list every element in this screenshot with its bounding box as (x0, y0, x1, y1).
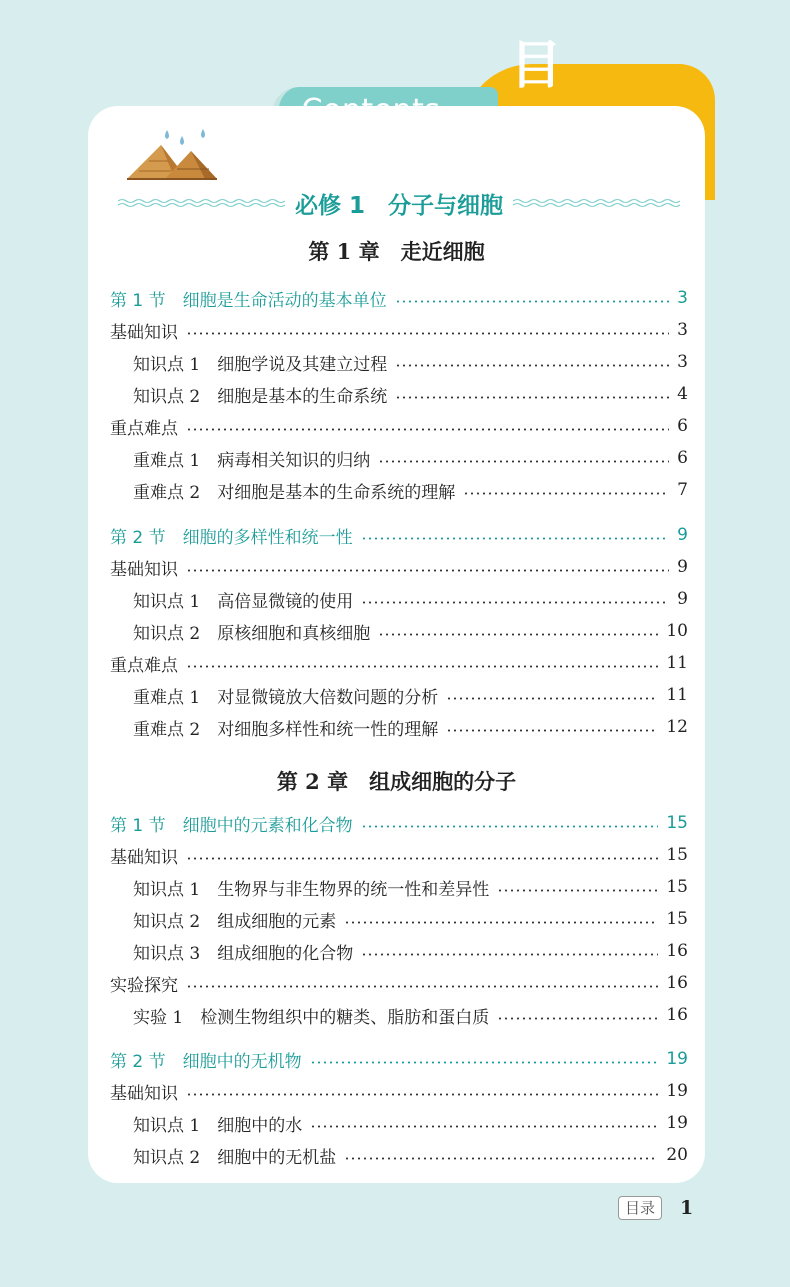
dot-leader (378, 460, 669, 463)
entry-page: 20 (666, 1145, 688, 1165)
entry-page: 12 (666, 717, 688, 737)
entry-page: 16 (666, 973, 688, 993)
entry-page: 9 (677, 525, 688, 545)
dot-leader (186, 857, 658, 860)
entry-label: 知识点 2 组成细胞的元素 (133, 911, 337, 932)
dot-leader (186, 985, 658, 988)
toc-section-entry[interactable] (110, 520, 688, 550)
dot-leader (344, 921, 658, 924)
toc-item-entry[interactable] (133, 616, 688, 646)
toc-item-entry[interactable] (133, 475, 688, 505)
dot-leader (395, 300, 670, 303)
entry-page: 3 (677, 352, 688, 372)
toc-section-entry[interactable] (110, 283, 688, 313)
entry-page: 15 (666, 813, 688, 833)
dot-leader (186, 569, 669, 572)
volume-title: 必修 1 分子与细胞 (295, 192, 504, 219)
entry-label: 重难点 2 对细胞是基本的生命系统的理解 (133, 482, 456, 503)
dot-leader (344, 1157, 658, 1160)
entry-page: 15 (666, 909, 688, 929)
entry-page: 16 (666, 941, 688, 961)
entry-page: 9 (677, 557, 688, 577)
entry-label: 知识点 1 细胞学说及其建立过程 (133, 354, 388, 375)
toc-group-entry[interactable] (110, 840, 688, 870)
toc-item-entry[interactable] (133, 872, 688, 902)
entry-page: 9 (677, 589, 688, 609)
dot-leader (186, 428, 669, 431)
page-title: 目 (510, 36, 589, 96)
entry-label: 基础知识 (110, 847, 178, 868)
entry-page: 6 (677, 448, 688, 468)
dot-leader (395, 364, 669, 367)
entry-label: 重难点 1 病毒相关知识的归纳 (133, 450, 371, 471)
entry-label: 重点难点 (110, 655, 178, 676)
toc-group-entry[interactable] (110, 968, 688, 998)
toc-item-entry[interactable] (133, 1108, 688, 1138)
chapter-title: 第 1 章 走近细胞 (308, 239, 485, 264)
entry-page: 15 (666, 845, 688, 865)
entry-label: 重点难点 (110, 418, 178, 439)
dot-leader (361, 601, 669, 604)
toc-section-entry[interactable] (110, 1044, 688, 1074)
entry-label: 知识点 3 组成细胞的化合物 (133, 943, 354, 964)
dot-leader (361, 825, 659, 828)
entry-label: 知识点 2 原核细胞和真核细胞 (133, 623, 371, 644)
dot-leader (361, 953, 658, 956)
contents-label: Contents (301, 92, 441, 128)
entry-page: 3 (677, 288, 688, 308)
wave-divider-left (118, 197, 285, 209)
water-drops-icon (165, 129, 205, 145)
toc-item-entry[interactable] (133, 712, 688, 742)
dot-leader (497, 1017, 658, 1020)
entry-label: 第 1 节 细胞中的元素和化合物 (110, 815, 353, 836)
toc-group-entry[interactable] (110, 315, 688, 345)
entry-label: 知识点 1 生物界与非生物界的统一性和差异性 (133, 879, 490, 900)
dot-leader (310, 1125, 658, 1128)
toc-item-entry[interactable] (133, 1000, 688, 1030)
entry-label: 实验探究 (110, 975, 178, 996)
volume-heading (118, 185, 680, 221)
toc-item-entry[interactable] (133, 584, 688, 614)
entry-label: 第 2 节 细胞的多样性和统一性 (110, 527, 353, 548)
entry-label: 实验 1 检测生物组织中的糖类、脂肪和蛋白质 (133, 1007, 490, 1028)
entry-label: 知识点 1 细胞中的水 (133, 1115, 303, 1136)
entry-page: 7 (677, 480, 688, 500)
dot-leader (361, 537, 670, 540)
toc-item-entry[interactable] (133, 1140, 688, 1170)
dot-leader (446, 729, 658, 732)
dot-leader (186, 332, 669, 335)
entry-page: 3 (677, 320, 688, 340)
entry-page: 16 (666, 1005, 688, 1025)
wave-divider-right (513, 197, 680, 209)
toc-group-entry[interactable] (110, 1076, 688, 1106)
dot-leader (395, 396, 669, 399)
page-number: 1 (680, 1197, 694, 1219)
entry-page: 19 (666, 1113, 688, 1133)
entry-label: 知识点 2 细胞是基本的生命系统 (133, 386, 388, 407)
entry-page: 19 (666, 1049, 688, 1069)
dot-leader (186, 665, 658, 668)
toc-item-entry[interactable] (133, 904, 688, 934)
dot-leader (378, 633, 658, 636)
toc-item-entry[interactable] (133, 379, 688, 409)
toc-group-entry[interactable] (110, 552, 688, 582)
toc-item-entry[interactable] (133, 443, 688, 473)
entry-page: 15 (666, 877, 688, 897)
entry-page: 19 (666, 1081, 688, 1101)
toc-section-entry[interactable] (110, 808, 688, 838)
entry-label: 第 2 节 细胞中的无机物 (110, 1051, 302, 1072)
entry-label: 第 1 节 细胞是生命活动的基本单位 (110, 290, 387, 311)
dot-leader (463, 492, 669, 495)
entry-page: 11 (666, 685, 688, 705)
entry-label: 知识点 2 细胞中的无机盐 (133, 1147, 337, 1168)
entry-page: 4 (677, 384, 688, 404)
entry-page: 10 (666, 621, 688, 641)
toc-item-entry[interactable] (133, 680, 688, 710)
dot-leader (497, 889, 658, 892)
toc-item-entry[interactable] (133, 347, 688, 377)
dot-leader (186, 1093, 658, 1096)
entry-label: 知识点 1 高倍显微镜的使用 (133, 591, 354, 612)
entry-label: 基础知识 (110, 322, 178, 343)
entry-page: 6 (677, 416, 688, 436)
footer-section-badge: 目录 (618, 1196, 662, 1220)
pyramid-icon (125, 127, 220, 182)
dot-leader (310, 1061, 659, 1064)
entry-label: 基础知识 (110, 559, 178, 580)
entry-label: 重难点 2 对细胞多样性和统一性的理解 (133, 719, 439, 740)
entry-page: 11 (666, 653, 688, 673)
toc-item-entry[interactable] (133, 936, 688, 966)
toc-group-entry[interactable] (110, 648, 688, 678)
entry-label: 基础知识 (110, 1083, 178, 1104)
toc-group-entry[interactable] (110, 411, 688, 441)
chapter-title: 第 2 章 组成细胞的分子 (276, 769, 517, 794)
entry-label: 重难点 1 对显微镜放大倍数问题的分析 (133, 687, 439, 708)
dot-leader (446, 697, 658, 700)
